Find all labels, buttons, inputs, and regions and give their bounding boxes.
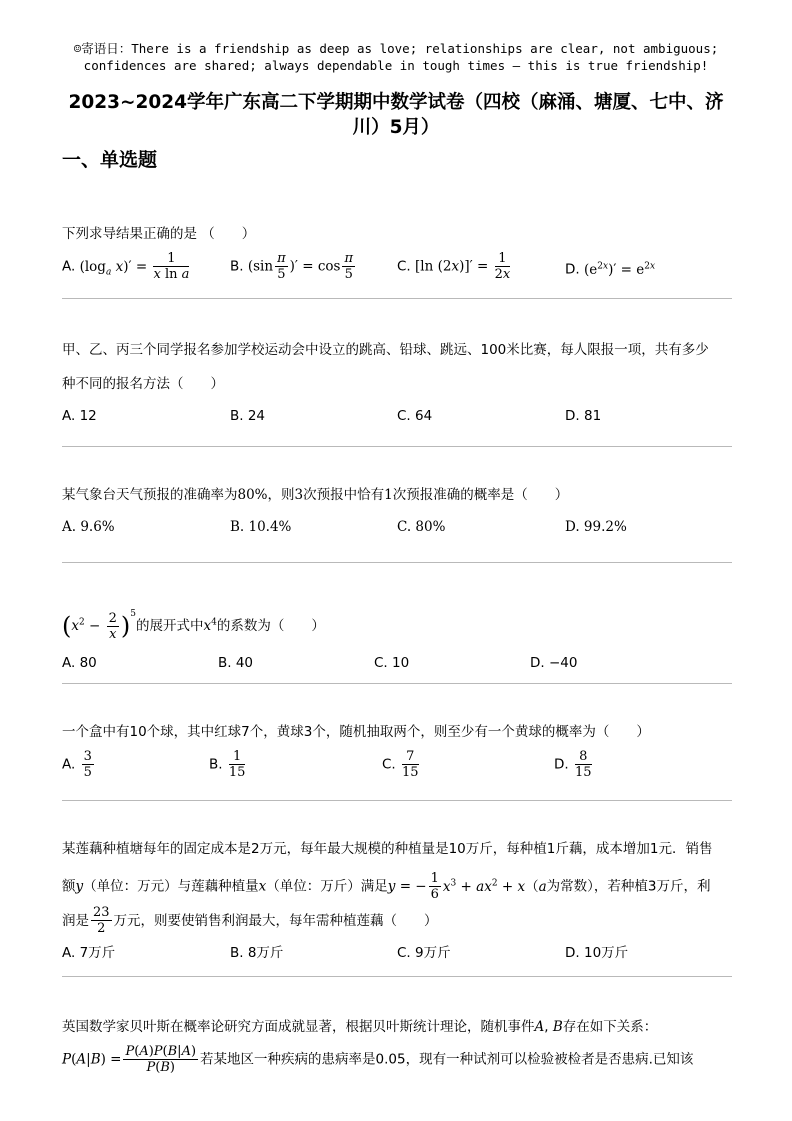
- q6-option-a[interactable]: A. 7万斤: [62, 944, 116, 961]
- q1-option-b[interactable]: B. (sin $\frac{\pi}{5}$ )′ = cos $\frac{\pi}{5}$: [230, 251, 354, 282]
- motto-line-2: confidences are shared; always dependable in tough times — this is true friendship!: [83, 58, 709, 73]
- q5-option-c[interactable]: C. $\frac{7}{15}$: [382, 749, 419, 780]
- section-heading: 一、单选题: [62, 149, 158, 171]
- q5-option-d[interactable]: D. $\frac{8}{15}$: [554, 749, 592, 780]
- question-7-line-2: P(A|B) = $\frac{P(A)P(B|A)}{P(B)}$ 若某地区一种疾病的患病率是0.05，现有一种试剂可以检验被检者是否患病.已知该: [62, 1044, 694, 1075]
- question-1-options: [62, 251, 734, 281]
- question-3-options: [62, 512, 734, 542]
- divider: [62, 298, 732, 299]
- question-1-stem: 下列求导结果正确的是 （ ）: [62, 226, 256, 242]
- question-4-options: [62, 648, 734, 678]
- title-line-1: 2023~2024学年广东高二下学期期中数学试卷（四校（麻涌、塘厦、七中、济: [68, 92, 724, 113]
- question-2-stem-line-2: 种不同的报名方法（ ）: [62, 376, 224, 392]
- question-5-options: [62, 749, 734, 789]
- q6-option-c[interactable]: C. 9万斤: [397, 944, 451, 961]
- question-6-line-2: 额y（单位：万元）与莲藕种植量x（单位：万斤）满足y = − $\frac{1}{6}$ $x^3 + ax^2 + x(a$为常数），若种植3万斤，利: [62, 871, 711, 902]
- question-5: [62, 715, 734, 789]
- q4-option-c[interactable]: C. 10: [374, 655, 410, 671]
- divider: [62, 446, 732, 447]
- question-6-line-3: 润是 $\frac{23}{2}$ 万元，则要使销售利润最大，每年需种植莲藕（ ）: [62, 905, 438, 936]
- q4-option-a[interactable]: A. 80: [62, 655, 97, 671]
- title-line-2: 川）5月）: [352, 117, 440, 138]
- question-6: [62, 832, 734, 968]
- question-2: [62, 333, 734, 431]
- question-6-options: [62, 938, 734, 968]
- question-7: [62, 1010, 734, 1075]
- question-1: [62, 217, 734, 281]
- q2-option-a[interactable]: A. 12: [62, 408, 97, 424]
- q5-option-a[interactable]: A. $\frac{3}{5}$: [62, 749, 92, 780]
- q5-option-b[interactable]: B. $\frac{1}{15}$: [209, 749, 246, 780]
- q6-option-d[interactable]: D. 10万斤: [565, 944, 629, 961]
- q3-option-d[interactable]: D. 99.2%: [565, 519, 627, 535]
- divider: [62, 976, 732, 977]
- q3-option-c[interactable]: C. 80%: [397, 519, 446, 535]
- question-5-stem: 一个盒中有10个球，其中红球7个，黄球3个，随机抽取两个，则至少有一个黄球的概率为（ ）: [62, 724, 650, 740]
- q1-option-a[interactable]: A. ($\log_a$ x)′ = $\frac{1}{\text{x ln a}}$: [62, 251, 190, 282]
- question-2-options: [62, 401, 734, 431]
- question-4: [62, 592, 734, 678]
- divider: [62, 562, 732, 563]
- q1-option-d[interactable]: D. $(e^{2x})' = e^{2x}$: [565, 261, 656, 278]
- divider: [62, 800, 732, 801]
- q4-option-d[interactable]: D. −40: [530, 655, 578, 671]
- q2-option-b[interactable]: B. 24: [230, 408, 266, 424]
- question-7-line-1: 英国数学家贝叶斯在概率论研究方面成就显著，根据贝叶斯统计理论，随机事件A, B存在如下关系：: [62, 1019, 658, 1035]
- question-3: [62, 478, 734, 542]
- q4-option-b[interactable]: B. 40: [218, 655, 254, 671]
- motto: [40, 40, 752, 74]
- q1-option-c[interactable]: C. [ln (2x)]′ = $\frac{1}{2x}$: [397, 251, 511, 282]
- divider: [62, 683, 732, 684]
- question-3-stem: 某气象台天气预报的准确率为80%，则3次预报中恰有1次预报准确的概率是（ ）: [62, 487, 569, 503]
- q2-option-d[interactable]: D. 81: [565, 408, 602, 424]
- q2-option-c[interactable]: C. 64: [397, 408, 433, 424]
- question-4-stem: ($x^2$ − $\frac{2}{x}$ )$^5$的展开式中$x^4$的系数为（ ）: [62, 609, 325, 642]
- question-6-line-1: 某莲藕种植塘每年的固定成本是2万元，每年最大规模的种植量是10万斤，每种植1斤藕，成本增加1元．销售: [62, 841, 713, 857]
- question-2-stem-line-1: 甲、乙、丙三个同学报名参加学校运动会中设立的跳高、铅球、跳远、100米比赛，每人限报一项，共有多少: [62, 342, 709, 358]
- motto-line-1: ☺寄语日：There is a friendship as deep as love; relationships are clear, not ambiguous;: [73, 41, 719, 56]
- page-title: [40, 90, 752, 140]
- q6-option-b[interactable]: B. 8万斤: [230, 944, 284, 961]
- q3-option-b[interactable]: B. 10.4%: [230, 519, 292, 535]
- q3-option-a[interactable]: A. 9.6%: [62, 519, 115, 535]
